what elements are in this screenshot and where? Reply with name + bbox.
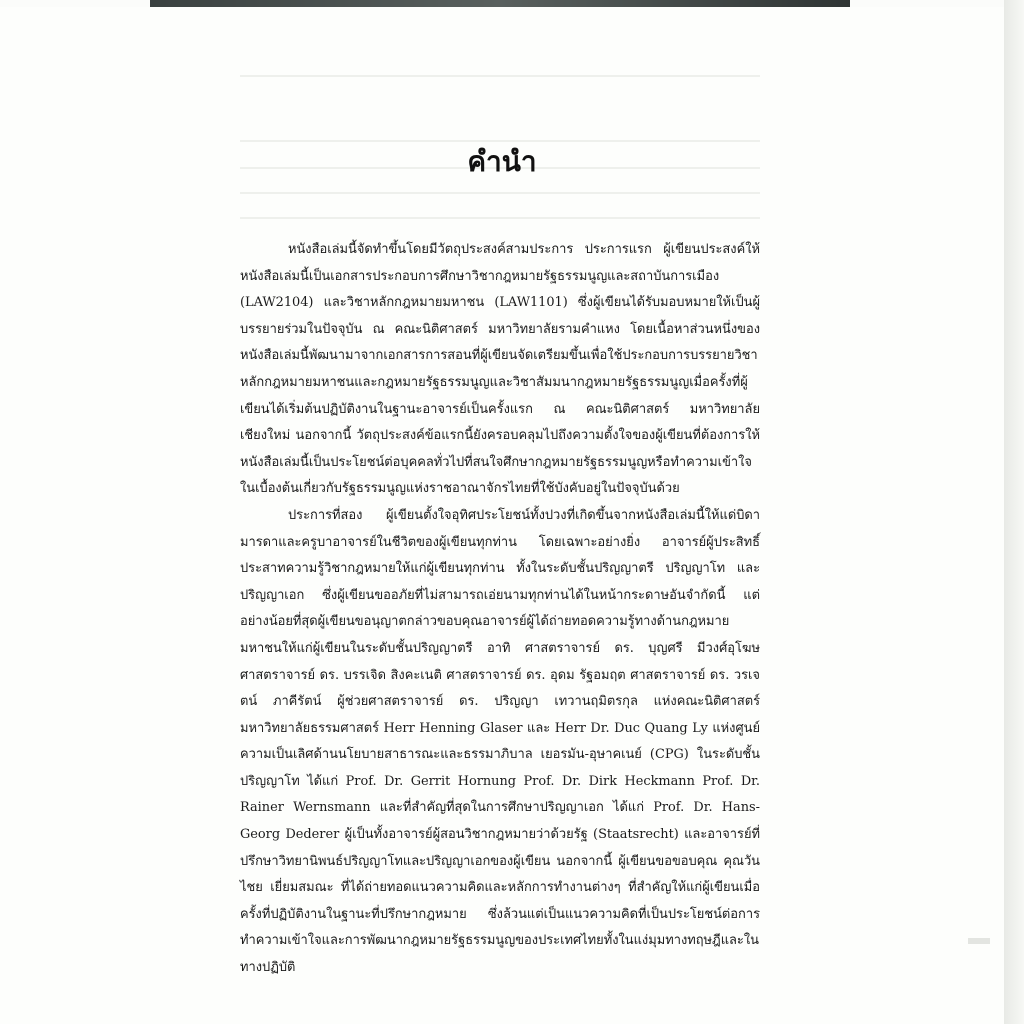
paragraph-2: ประการที่สอง ผู้เขียนตั้งใจอุทิศประโยชน์ทั้งปวงที่เกิดขึ้นจากหนังสือเล่มนี้ให้แด่บิดามารดาและครูบาอาจารย์ในชีวิตของผู้เขียนทุกท่าน โดยเฉพาะอย่างยิ่ง อาจารย์ผู้ประสิทธิ์ประสาทความรู้วิชากฎหมายให้แก่ผู้เขียนทุกท่าน ทั้งในระดับชั้นปริญญาตรี ปริญญาโท และปริญญาเอก ซึ่งผู้เขียนขออภัยที่ไม่สามารถเอ่ยนามทุกท่านได้ในหน้ากระดาษอันจำกัดนี้ แต่อย่างน้อยที่สุดผู้เขียนขอนุญาตกล่าวขอบคุณอาจารย์ผู้ได้ถ่ายทอดความรู้ทางด้านกฎหมายมหาชนให้แก่ผู้เขียนในระดับชั้นปริญญาตรี อาทิ ศาสตราจารย์ ดร. บุญศรี มีวงศ์อุโฆษ ศาสตราจารย์ ดร. บรรเจิด สิงคะเนติ ศาสตราจารย์ ดร. อุดม รัฐอมฤต ศาสตราจารย์ ดร. วรเจตน์ ภาคีรัตน์ ผู้ช่วยศาสตราจารย์ ดร. ปริญญา เทวานฤมิตรกุล แห่งคณะนิติศาสตร์ มหาวิทยาลัยธรรมศาสตร์ Herr Henning Glaser และ Herr Dr. Duc Quang Ly แห่งศูนย์ความเป็นเลิศด้านนโยบายสาธารณะและธรรมาภิบาล เยอรมัน-อุษาคเนย์ (CPG) ในระดับชั้นปริญญาโท ได้แก่ Prof. Dr. Gerrit Hornung Prof. Dr. Dirk Heckmann Prof. Dr. Rainer Wernsmann และที่สำคัญที่สุดในการศึกษาปริญญาเอก ได้แก่ Prof. Dr. Hans-Georg Dederer ผู้เป็นทั้งอาจารย์ผู้สอนวิชากฎหมายว่าด้วยรัฐ (Staatsrecht) และอาจารย์ที่ปรึกษาวิทยานิพนธ์ปริญญาโทและปริญญาเอกของผู้เขียน นอกจากนี้ ผู้เขียนขอขอบคุณ คุณวันไชย เยี่ยมสมณะ ที่ได้ถ่ายทอดแนวความคิดและหลักการทำงานต่างๆ ที่สำคัญให้แก่ผู้เขียนเมื่อครั้งที่ปฏิบัติงานในฐานะที่ปรึกษากฎหมาย ซึ่งล้วนแต่เป็นแนวความคิดที่เป็นประโยชน์ต่อการทำความเข้าใจและการพัฒนากฎหมายรัฐธรรมนูญของประเทศไทยทั้งในแง่มุมทางทฤษฎีและในทางปฏิบัติ [240, 507, 760, 976]
page-edge [1004, 0, 1024, 1024]
book-spine-edge [150, 0, 850, 7]
show-through-line [240, 75, 760, 77]
show-through-line [240, 192, 760, 194]
show-through-line [240, 217, 760, 219]
paragraph-1: หนังสือเล่มนี้จัดทำขึ้นโดยมีวัตถุประสงค์สามประการ ประการแรก ผู้เขียนประสงค์ให้หนังสือเล่มนี้เป็นเอกสารประกอบการศึกษาวิชากฎหมายรัฐธรรมนูญและสถาบันการเมือง (LAW2104) และวิชาหลักกฎหมายมหาชน (LAW1101) ซึ่งผู้เขียนได้รับมอบหมายให้เป็นผู้บรรยายร่วมในปัจจุบัน ณ คณะนิติศาสตร์ มหาวิทยาลัยรามคำแหง โดยเนื้อหาส่วนหนึ่งของหนังสือเล่มนี้พัฒนามาจากเอกสารการสอนที่ผู้เขียนจัดเตรียมขึ้นเพื่อใช้ประกอบการบรรยายวิชาหลักกฎหมายมหาชนและกฎหมายรัฐธรรมนูญและวิชาสัมมนากฎหมายรัฐธรรมนูญเมื่อครั้งที่ผู้เขียนได้เริ่มต้นปฏิบัติงานในฐานะอาจารย์เป็นครั้งแรก ณ คณะนิติศาสตร์ มหาวิทยาลัยเชียงใหม่ นอกจากนี้ วัตถุประสงค์ข้อแรกนี้ยังครอบคลุมไปถึงความตั้งใจของผู้เขียนที่ต้องการให้หนังสือเล่มนี้เป็นประโยชน์ต่อบุคคลทั่วไปที่สนใจศึกษากฎหมายรัฐธรรมนูญหรือทำความเข้าใจในเบื้องต้นเกี่ยวกับรัฐธรรมนูญแห่งราชอาณาจักรไทยที่ใช้บังคับอยู่ในปัจจุบันด้วย [240, 242, 760, 497]
preface-body [240, 237, 760, 982]
book-page [0, 7, 1004, 1024]
page-title: คำนำ [467, 145, 537, 178]
margin-mark [968, 938, 990, 944]
